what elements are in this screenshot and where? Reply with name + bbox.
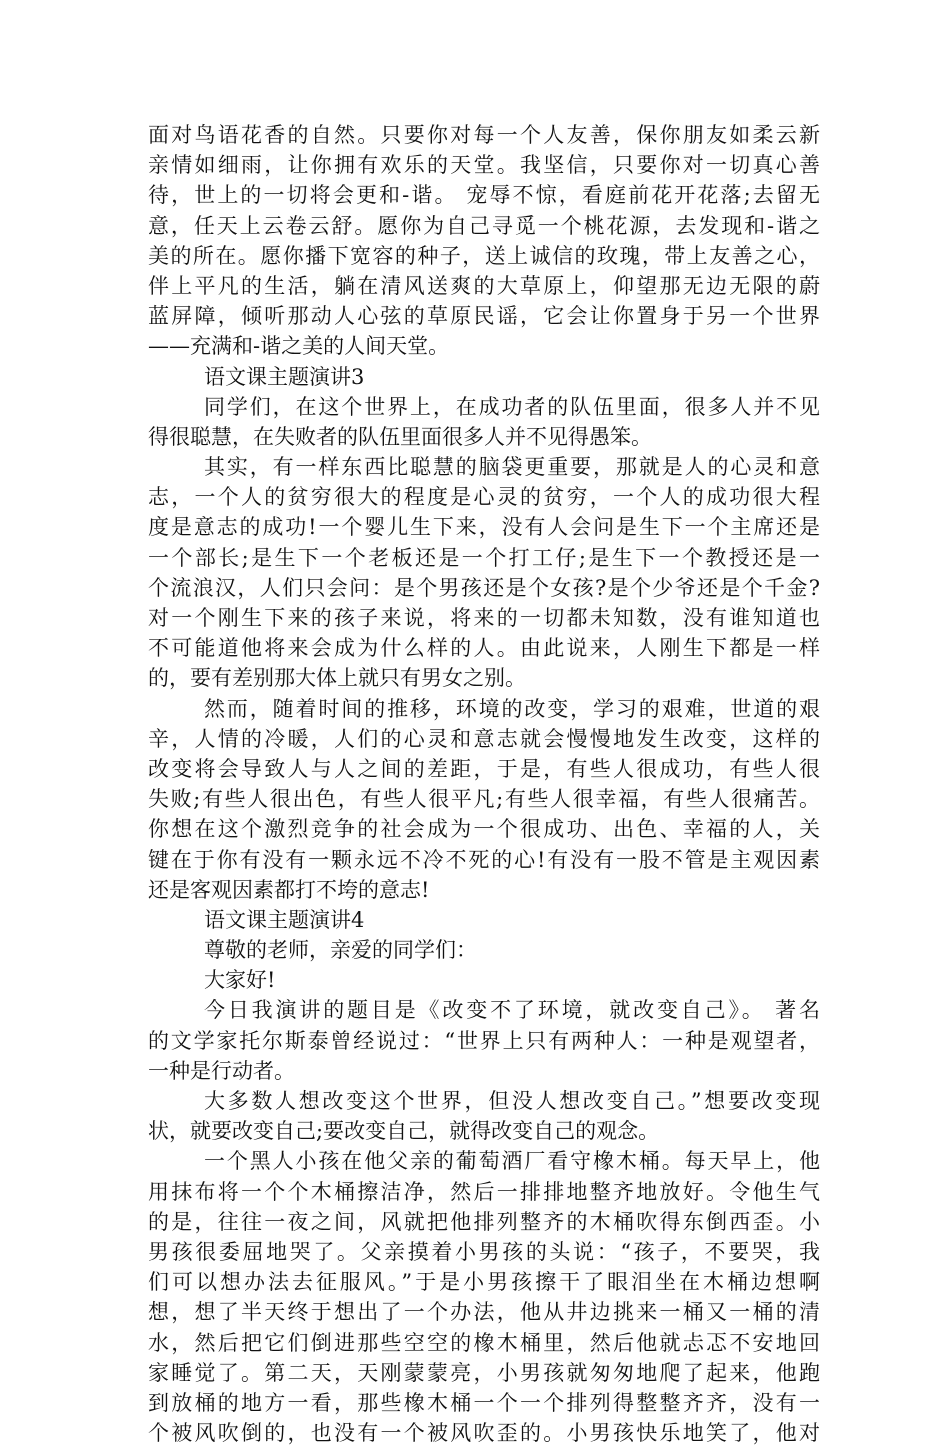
text-line: 一种是行动者。: [148, 1058, 295, 1083]
text-line: 的，要有差别那大体上就只有男女之别。: [148, 666, 526, 691]
text-line: 语文课主题演讲3: [204, 364, 365, 389]
text-line: 大家好!: [204, 968, 276, 993]
text-line: 意，任天上云卷云舒。愿你为自己寻觅一个桃花源，去发现和-谐之: [148, 213, 820, 238]
text-line: 想，想了半天终于想出了一个办法，他从井边挑来一桶又一桶的清: [148, 1300, 820, 1325]
text-line: 志，一个人的贫穷很大的程度是心灵的贫穷，一个人的成功很大程: [148, 485, 820, 510]
text-line: 还是客观因素都打不垮的意志!: [148, 877, 430, 902]
text-line: 对一个刚生下来的孩子来说，将来的一切都未知数，没有谁知道也: [148, 606, 820, 630]
text-line: 辛，人情的冷暖，人们的心灵和意志就会慢慢地发生改变，这样的: [148, 726, 820, 751]
document-page: [148, 120, 820, 1448]
text-line: 大多数人想改变这个世界，但没人想改变自己。”想要改变现: [204, 1089, 820, 1113]
text-line: 家睡觉了。第二天，天刚蒙蒙亮，小男孩就匆匆地爬了起来，他跑: [148, 1360, 820, 1385]
text-line: 键在于你有没有一颗永远不冷不死的心!有没有一股不管是主观因素: [148, 847, 820, 872]
text-line: 一个部长;是生下一个老板还是一个打工仔;是生下一个教授还是一: [148, 545, 820, 570]
text-line: 们可以想办法去征服风。”于是小男孩擦干了眼泪坐在木桶边想啊: [148, 1270, 820, 1295]
text-line: 个流浪汉，人们只会问：是个男孩还是个女孩?是个少爷还是个千金?: [148, 575, 820, 600]
text-line: 水，然后把它们倒进那些空空的橡木桶里，然后他就忐忑不安地回: [148, 1330, 820, 1355]
text-line: 不可能道他将来会成为什么样的人。由此说来，人刚生下都是一样: [148, 636, 820, 661]
text-line: 度是意志的成功!一个婴儿生下来，没有人会问是生下一个主席还是: [148, 515, 820, 540]
text-line: 美的所在。愿你播下宽容的种子，送上诚信的玫瑰，带上友善之心，: [148, 243, 820, 268]
text-line: 的是，往往一夜之间，风就把他排列整齐的木桶吹得东倒西歪。小: [148, 1209, 820, 1234]
text-line: 今日我演讲的题目是《改变不了环境，就改变自己》。 著名: [204, 998, 820, 1023]
text-line: 亲情如细雨，让你拥有欢乐的天堂。我坚信，只要你对一切真心善: [148, 153, 820, 178]
text-line: 尊敬的老师，亲爱的同学们：: [204, 938, 477, 963]
text-line: 用抹布将一个个木桶擦洁净，然后一排排地整齐地放好。令他生气: [148, 1179, 820, 1204]
text-line: 然而，随着时间的推移，环境的改变，学习的艰难，世道的艰: [204, 696, 820, 721]
text-line: ——充满和-谐之美的人间天堂。: [148, 334, 450, 359]
text-line: 个被风吹倒的，也没有一个被风吹歪的。小男孩快乐地笑了，他对: [148, 1421, 820, 1446]
text-line: 面对鸟语花香的自然。只要你对每一个人友善，保你朋友如柔云新: [148, 123, 820, 147]
text-line: 其实，有一样东西比聪慧的脑袋更重要，那就是人的心灵和意: [204, 455, 820, 480]
text-line: 一个黑人小孩在他父亲的葡萄酒厂看守橡木桶。每天早上，他: [204, 1149, 820, 1174]
text-line: 蓝屏障，倾听那动人心弦的草原民谣，它会让你置身于另一个世界: [148, 304, 820, 329]
text-line: 语文课主题演讲4: [204, 907, 365, 932]
text-line: 得很聪慧，在失败者的队伍里面很多人并不见得愚笨。: [148, 424, 652, 449]
text-line: 男孩很委屈地哭了。父亲摸着小男孩的头说：“孩子，不要哭，我: [148, 1239, 820, 1264]
text-line: 的文学家托尔斯泰曾经说过：“世界上只有两种人：一种是观望者，: [148, 1028, 820, 1053]
text-line: 你想在这个激烈竞争的社会成为一个很成功、出色、幸福的人，关: [148, 817, 820, 842]
text-line: 失败;有些人很出色，有些人很平凡;有些人很幸福，有些人很痛苦。: [148, 787, 820, 812]
text-line: 同学们，在这个世界上，在成功者的队伍里面，很多人并不见: [204, 394, 820, 419]
text-line: 状，就要改变自己;要改变自己，就得改变自己的观念。: [148, 1119, 660, 1144]
text-line: 改变将会导致人与人之间的差距，于是，有些人很成功，有些人很: [148, 756, 820, 781]
text-line: 伴上平凡的生活，躺在清风送爽的大草原上，仰望那无边无限的蔚: [148, 273, 820, 298]
text-line: 待，世上的一切将会更和-谐。 宠辱不惊，看庭前花开花落;去留无: [148, 183, 820, 208]
text-line: 到放桶的地方一看，那些橡木桶一个一个排列得整整齐齐，没有一: [148, 1390, 820, 1415]
